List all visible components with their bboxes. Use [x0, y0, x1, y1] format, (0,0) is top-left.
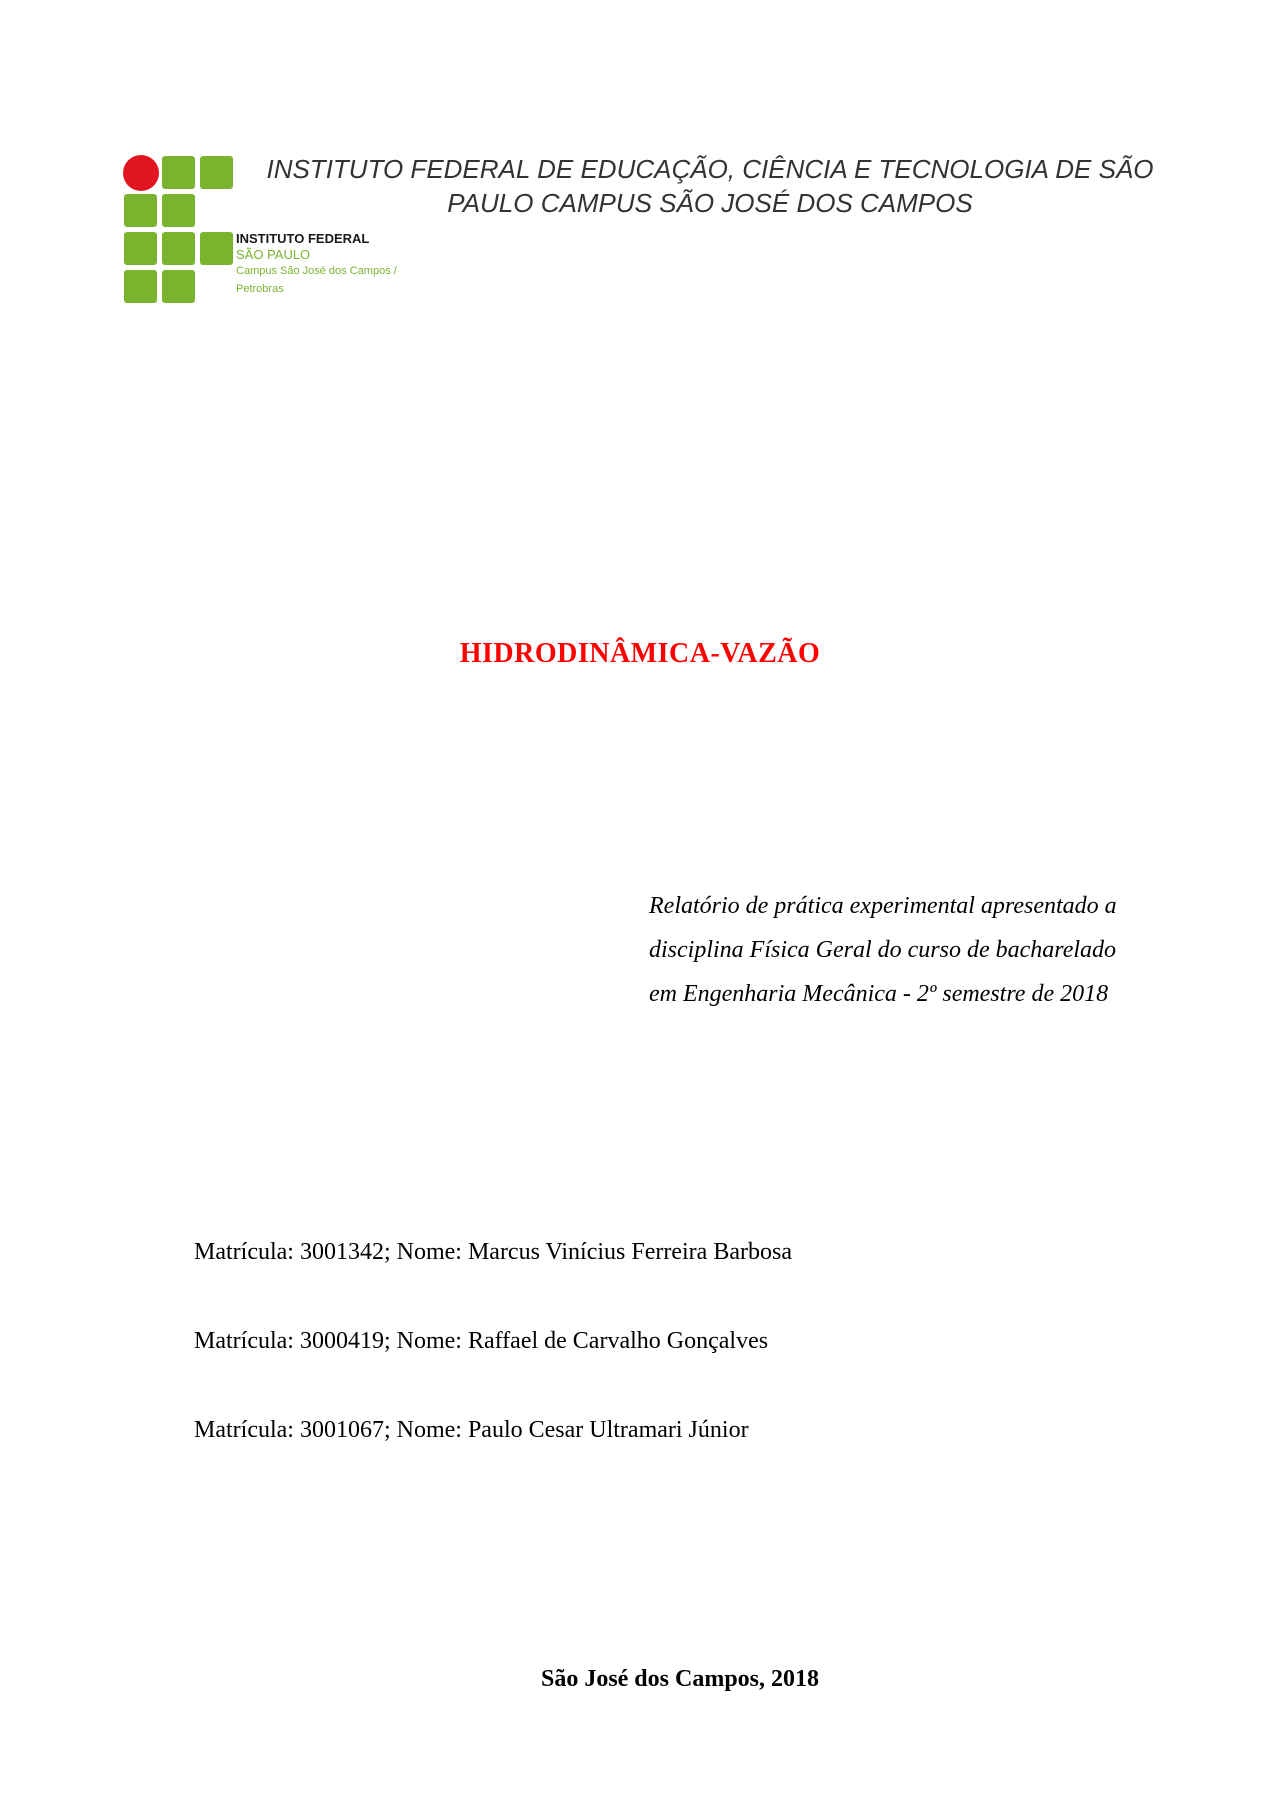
document-title: HIDRODINÂMICA-VAZÃO [459, 638, 821, 669]
logo-grid-icon [124, 156, 236, 306]
logo-square [200, 156, 233, 189]
logo-line-partner: Petrobras [236, 283, 284, 295]
logo-line-institute: INSTITUTO FEDERAL [236, 231, 370, 246]
logo-square [162, 232, 195, 265]
student-entry: Matrícula: 3001342; Nome: Marcus Vinícius Ferreira Barbosa [194, 1239, 792, 1265]
logo-square [124, 194, 157, 227]
logo-square [124, 232, 157, 265]
logo-text [236, 230, 436, 298]
logo-red-dot [123, 155, 159, 191]
logo-square [162, 156, 195, 189]
description-line: em Engenharia Mecânica - 2º semestre de 2018 [649, 981, 1109, 1007]
location-date-footer: São José dos Campos, 2018 [540, 1666, 820, 1692]
logo-square [162, 270, 195, 303]
student-list [194, 1237, 1094, 1504]
report-description [649, 884, 1169, 1016]
logo-line-campus: Campus São José dos Campos / [236, 265, 397, 277]
logo-square [162, 194, 195, 227]
logo-square [124, 270, 157, 303]
description-line: disciplina Física Geral do curso de bacharelado [649, 937, 1117, 963]
logo-line-state: SÃO PAULO [236, 247, 311, 262]
institution-line-2: PAULO CAMPUS SÃO JOSÉ DOS CAMPOS [447, 188, 973, 218]
logo-square [200, 232, 233, 265]
student-entry: Matrícula: 3001067; Nome: Paulo Cesar Ultramari Júnior [194, 1417, 749, 1443]
student-entry: Matrícula: 3000419; Nome: Raffael de Carvalho Gonçalves [194, 1328, 769, 1354]
institution-line-1: INSTITUTO FEDERAL DE EDUCAÇÃO, CIÊNCIA E TECNOLOGIA DE SÃO [266, 154, 1154, 184]
institution-header [260, 152, 1160, 220]
description-line: Relatório de prática experimental apresentado a [649, 893, 1117, 919]
